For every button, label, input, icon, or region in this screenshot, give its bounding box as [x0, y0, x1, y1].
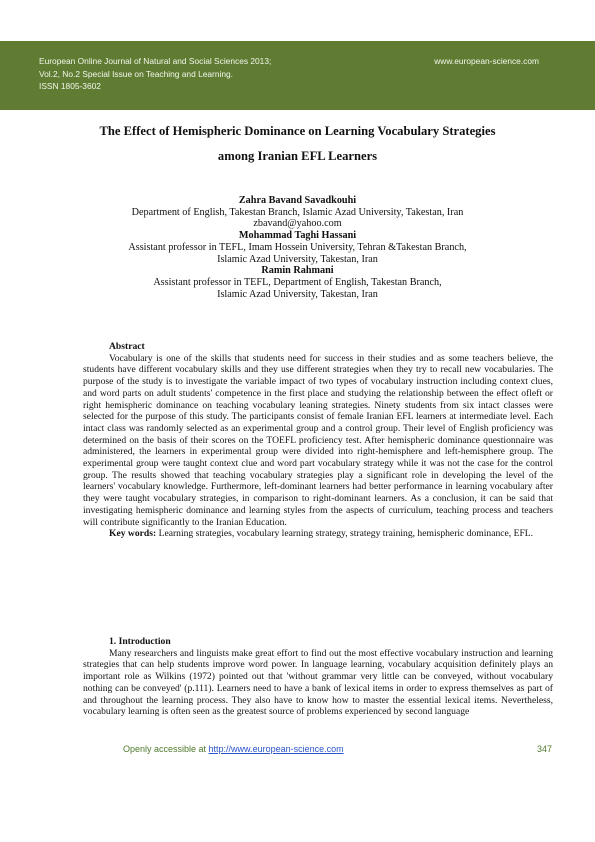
keywords	[83, 528, 553, 540]
abstract-text: Vocabulary is one of the skills that students need for success in their studies and as some teachers believe, the students have different vocabulary skills and they use different strategies when they try to recall new vocabularies. The purpose of the study is to investigate the variable impact of two types of vocabulary instruction including context clues, and word parts on adult students' competence in the first place and studying the relationship between the effect ofleft or right hemispheric dominance on teaching vocabulary leaning strategies. Ninety students from six intact classes were selected for the purpose of this study. The participants consist of female Iranian EFL learners at intermediate level. Each intact class was randomly selected as an experimental group and a control group. Their level of English proficiency was determined on the basis of their scores on the TOEFL proficiency test. After hemispheric dominance questionnaire was administered, the learners in experimental group were divided into right-hemisphere and left-hemisphere group. The experimental group were taught context clue and word part vocabulary strategy while it was not the case for the control group. The results showed that teaching vocabulary strategies play a significant role in developing the level of the learners' vocabulary knowledge. Furthermore, left-dominant learners had better performance in learning vocabulary after they were taught vocabulary strategies, in comparison to right-dominant learners. As a conclusion, it can be said that investigating hemispheric dominance and learning styles from the aspects of curriculum, teaching process and teachers will contribute significantly to the Iranian Education.	[83, 352, 553, 528]
keywords-label: Key words:	[109, 528, 157, 540]
author-name: Mohammad Taghi Hassani	[238, 230, 357, 242]
footer-link[interactable]: http://www.european-science.com	[208, 744, 344, 754]
journal-issn: ISSN 1805-3602	[39, 81, 101, 92]
footer-prefix: Openly accessible at	[123, 744, 209, 754]
author-email[interactable]: zbavand@yahoo.com	[253, 218, 342, 230]
author-affiliation: Islamic Azad University, Takestan, Iran	[217, 288, 378, 300]
journal-website[interactable]: www.european-science.com	[434, 56, 539, 66]
author-name: Zahra Bavand Savadkouhi	[238, 195, 357, 206]
introduction-text: Many researchers and linguists make great effort to find out the most effective vocabulary instruction and learning strategies that can help students improve word power. In language learning, vocabulary acquisition definitely plays an important role as Wilkins (1972) pointed out that 'without grammar very little can be conveyed, without vocabulary nothing can be conveyed' (p.111). Learners need to have a bank of lexical items in order to express themselves as part of and throughout the learning process. They also have to know how to master the essential lexical items. Nevertheless, vocabulary learning is often seen as the greatest source of problems experienced by second language	[83, 647, 553, 718]
author-affiliation: Assistant professor in TEFL, Imam Hossein University, Tehran &Takestan Branch,	[128, 241, 467, 253]
journal-header-band	[0, 41, 595, 110]
author-affiliation: Islamic Azad University, Takestan, Iran	[217, 253, 378, 265]
abstract-heading: Abstract	[109, 341, 145, 352]
author-block	[60, 195, 535, 300]
page-number: 347	[537, 744, 553, 754]
introduction-section	[83, 636, 553, 718]
author-affiliation: Department of English, Takestan Branch, Islamic Azad University, Takestan, Iran	[131, 206, 464, 218]
paper-title-line2: among Iranian EFL Learners	[217, 149, 378, 163]
paper-title-line1: The Effect of Hemispheric Dominance on Learning Vocabulary Strategies	[99, 124, 496, 138]
journal-name: European Online Journal of Natural and Social Sciences 2013;	[39, 56, 272, 66]
keywords-text: Learning strategies, vocabulary learning strategy, strategy training, hemispheric dominance, EFL.	[158, 528, 534, 540]
page-footer	[123, 744, 344, 754]
author-affiliation: Assistant professor in TEFL, Department of English, Takestan Branch,	[153, 276, 442, 288]
journal-volume: Vol.2, No.2 Special Issue on Teaching and Learning.	[39, 68, 234, 79]
abstract-section	[83, 341, 553, 540]
author-name: Ramin Rahmani	[261, 265, 334, 277]
journal-info	[39, 55, 271, 93]
introduction-heading: 1. Introduction	[109, 636, 171, 647]
